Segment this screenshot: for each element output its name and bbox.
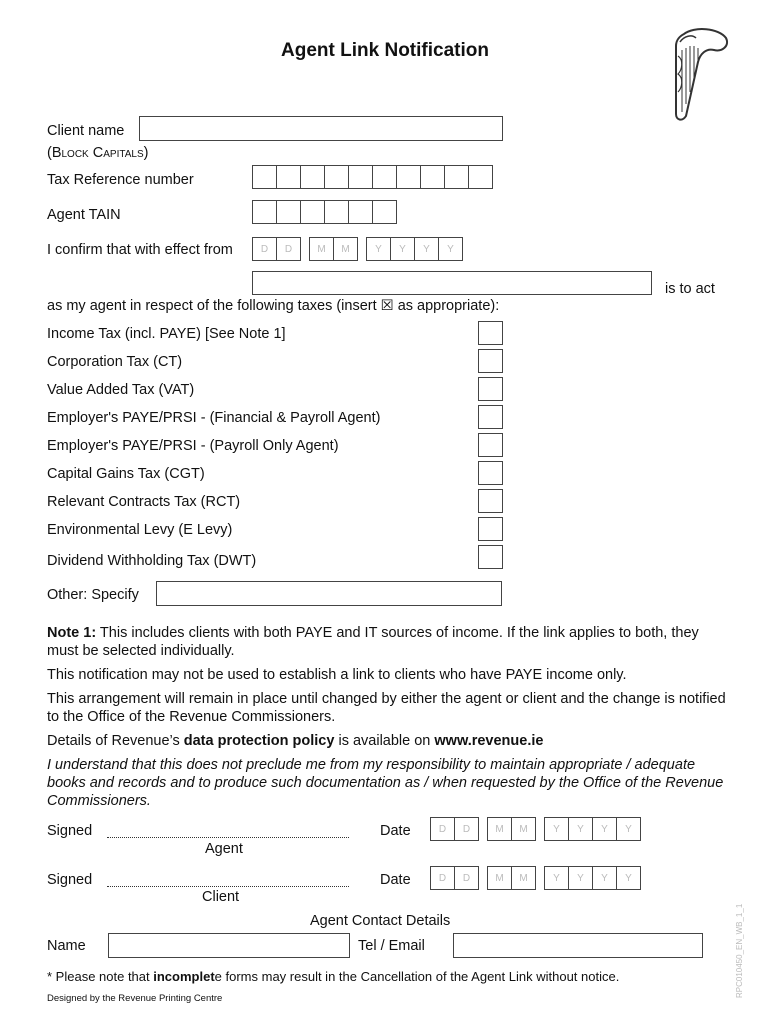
agent-signature-line[interactable] bbox=[107, 836, 349, 838]
designed-by: Designed by the Revenue Printing Centre bbox=[47, 993, 223, 1004]
contact-tel-input[interactable] bbox=[453, 933, 703, 958]
page-title: Agent Link Notification bbox=[281, 40, 489, 61]
tax-ref-input[interactable] bbox=[252, 165, 493, 189]
signed-agent-label: Signed bbox=[47, 823, 93, 839]
effect-date-label: I confirm that with effect from bbox=[47, 242, 233, 258]
month-cell[interactable]: M bbox=[309, 237, 334, 261]
client-name-input[interactable] bbox=[139, 116, 503, 141]
tax-label-rct: Relevant Contracts Tax (RCT) bbox=[47, 494, 241, 510]
client-date-input[interactable] bbox=[430, 866, 641, 890]
responsibility-statement: I understand that this does not preclude me from my responsibility to maintain appropriate / adequate books and records and to produce such documentation as / when requested by the Office of the Revenue Commissioners. bbox=[47, 757, 724, 809]
tax-label-paye-financial: Employer's PAYE/PRSI - (Financial & Payroll Agent) bbox=[47, 410, 381, 426]
month-cell[interactable]: M bbox=[487, 866, 512, 890]
other-label: Other: Specify bbox=[47, 587, 139, 603]
tax-checkbox-ct[interactable] bbox=[478, 349, 503, 373]
tax-ref-label: Tax Reference number bbox=[47, 172, 194, 188]
tax-ref-cell[interactable] bbox=[324, 165, 349, 189]
is-to-act-text: is to act bbox=[665, 281, 715, 297]
day-cell[interactable]: D bbox=[454, 866, 479, 890]
agent-name-input[interactable] bbox=[252, 271, 652, 295]
contact-tel-label: Tel / Email bbox=[358, 938, 425, 954]
tain-cell[interactable] bbox=[348, 200, 373, 224]
warning-post: e forms may result in the Cancellation of the Agent Link without notice. bbox=[214, 969, 620, 984]
tax-ref-cell[interactable] bbox=[276, 165, 301, 189]
data-protection-notice bbox=[47, 732, 727, 750]
year-cell[interactable]: Y bbox=[438, 237, 463, 261]
tain-cell[interactable] bbox=[252, 200, 277, 224]
year-cell[interactable]: Y bbox=[592, 817, 617, 841]
client-date-label: Date bbox=[380, 872, 411, 888]
tax-checkbox-paye-payroll[interactable] bbox=[478, 433, 503, 457]
tax-label-income: Income Tax (incl. PAYE) [See Note 1] bbox=[47, 326, 286, 342]
tax-ref-cell[interactable] bbox=[348, 165, 373, 189]
tax-label-cgt: Capital Gains Tax (CGT) bbox=[47, 466, 205, 482]
tax-ref-cell[interactable] bbox=[468, 165, 493, 189]
tax-checkbox-vat[interactable] bbox=[478, 377, 503, 401]
tax-ref-cell[interactable] bbox=[252, 165, 277, 189]
tain-cell[interactable] bbox=[324, 200, 349, 224]
paye-only-notice: This notification may not be used to establish a link to clients who have PAYE income only. bbox=[47, 667, 627, 683]
year-cell[interactable]: Y bbox=[616, 866, 641, 890]
agent-caption: Agent bbox=[205, 841, 243, 857]
tax-label-elevy: Environmental Levy (E Levy) bbox=[47, 522, 233, 538]
tain-cell[interactable] bbox=[372, 200, 397, 224]
year-cell[interactable]: Y bbox=[616, 817, 641, 841]
warning-pre: * Please note that bbox=[47, 969, 154, 984]
day-cell[interactable]: D bbox=[430, 866, 455, 890]
dp-pre: Details of Revenue’s bbox=[47, 733, 184, 749]
year-cell[interactable]: Y bbox=[544, 817, 569, 841]
day-cell[interactable]: D bbox=[252, 237, 277, 261]
contact-name-input[interactable] bbox=[108, 933, 350, 958]
dp-policy: data protection policy bbox=[183, 733, 335, 749]
tax-checkbox-income[interactable] bbox=[478, 321, 503, 345]
tax-ref-cell[interactable] bbox=[444, 165, 469, 189]
note-1 bbox=[47, 624, 727, 660]
contact-heading: Agent Contact Details bbox=[310, 913, 451, 929]
contact-name-label: Name bbox=[47, 938, 86, 954]
tain-cell[interactable] bbox=[276, 200, 301, 224]
agent-date-label: Date bbox=[380, 823, 411, 839]
day-cell[interactable]: D bbox=[276, 237, 301, 261]
tax-ref-cell[interactable] bbox=[300, 165, 325, 189]
year-cell[interactable]: Y bbox=[544, 866, 569, 890]
agent-sentence: as my agent in respect of the following taxes (insert ☒ as appropriate): bbox=[47, 298, 500, 314]
year-cell[interactable]: Y bbox=[390, 237, 415, 261]
form-code: RPC010450_EN_WB_1_1 bbox=[735, 903, 744, 998]
signed-client-label: Signed bbox=[47, 872, 93, 888]
tax-ref-cell[interactable] bbox=[372, 165, 397, 189]
effect-date-input[interactable] bbox=[252, 237, 463, 261]
revenue-link[interactable]: www.revenue.ie bbox=[434, 733, 544, 749]
tax-checkbox-rct[interactable] bbox=[478, 489, 503, 513]
arrangement-notice: This arrangement will remain in place until changed by either the agent or client and the change is notified to the Office of the Revenue Commissioners. bbox=[47, 691, 726, 725]
year-cell[interactable]: Y bbox=[414, 237, 439, 261]
tax-label-paye-payroll: Employer's PAYE/PRSI - (Payroll Only Agent) bbox=[47, 438, 339, 454]
tax-checkbox-dwt[interactable] bbox=[478, 545, 503, 569]
year-cell[interactable]: Y bbox=[592, 866, 617, 890]
note-1-text: This includes clients with both PAYE and IT sources of income. If the link applies to both, they must be selected individually. bbox=[47, 625, 699, 659]
harp-icon bbox=[664, 26, 734, 124]
tain-cell[interactable] bbox=[300, 200, 325, 224]
agent-date-input[interactable] bbox=[430, 817, 641, 841]
dp-mid: is available on bbox=[334, 733, 435, 749]
tax-label-dwt: Dividend Withholding Tax (DWT) bbox=[47, 553, 257, 569]
tax-label-vat: Value Added Tax (VAT) bbox=[47, 382, 195, 398]
client-caption: Client bbox=[202, 889, 240, 905]
agent-tain-input[interactable] bbox=[252, 200, 397, 224]
year-cell[interactable]: Y bbox=[568, 817, 593, 841]
client-name-label: Client name bbox=[47, 123, 125, 139]
other-specify-input[interactable] bbox=[156, 581, 502, 606]
note-1-heading: Note 1: bbox=[47, 625, 97, 641]
tax-label-ct: Corporation Tax (CT) bbox=[47, 354, 183, 370]
block-capitals-hint: (Block Capitals) bbox=[47, 145, 149, 161]
tax-checkbox-paye-financial[interactable] bbox=[478, 405, 503, 429]
tax-checkbox-cgt[interactable] bbox=[478, 461, 503, 485]
tax-ref-cell[interactable] bbox=[420, 165, 445, 189]
agent-tain-label: Agent TAIN bbox=[47, 207, 121, 223]
month-cell[interactable]: M bbox=[333, 237, 358, 261]
tax-checkbox-elevy[interactable] bbox=[478, 517, 503, 541]
incomplete-warning bbox=[47, 969, 619, 984]
month-cell[interactable]: M bbox=[487, 817, 512, 841]
year-cell[interactable]: Y bbox=[568, 866, 593, 890]
year-cell[interactable]: Y bbox=[366, 237, 391, 261]
day-cell[interactable]: D bbox=[430, 817, 455, 841]
day-cell[interactable]: D bbox=[454, 817, 479, 841]
client-signature-line[interactable] bbox=[107, 885, 349, 887]
tax-ref-cell[interactable] bbox=[396, 165, 421, 189]
month-cell[interactable]: M bbox=[511, 866, 536, 890]
month-cell[interactable]: M bbox=[511, 817, 536, 841]
warning-bold: incomplet bbox=[153, 969, 215, 984]
